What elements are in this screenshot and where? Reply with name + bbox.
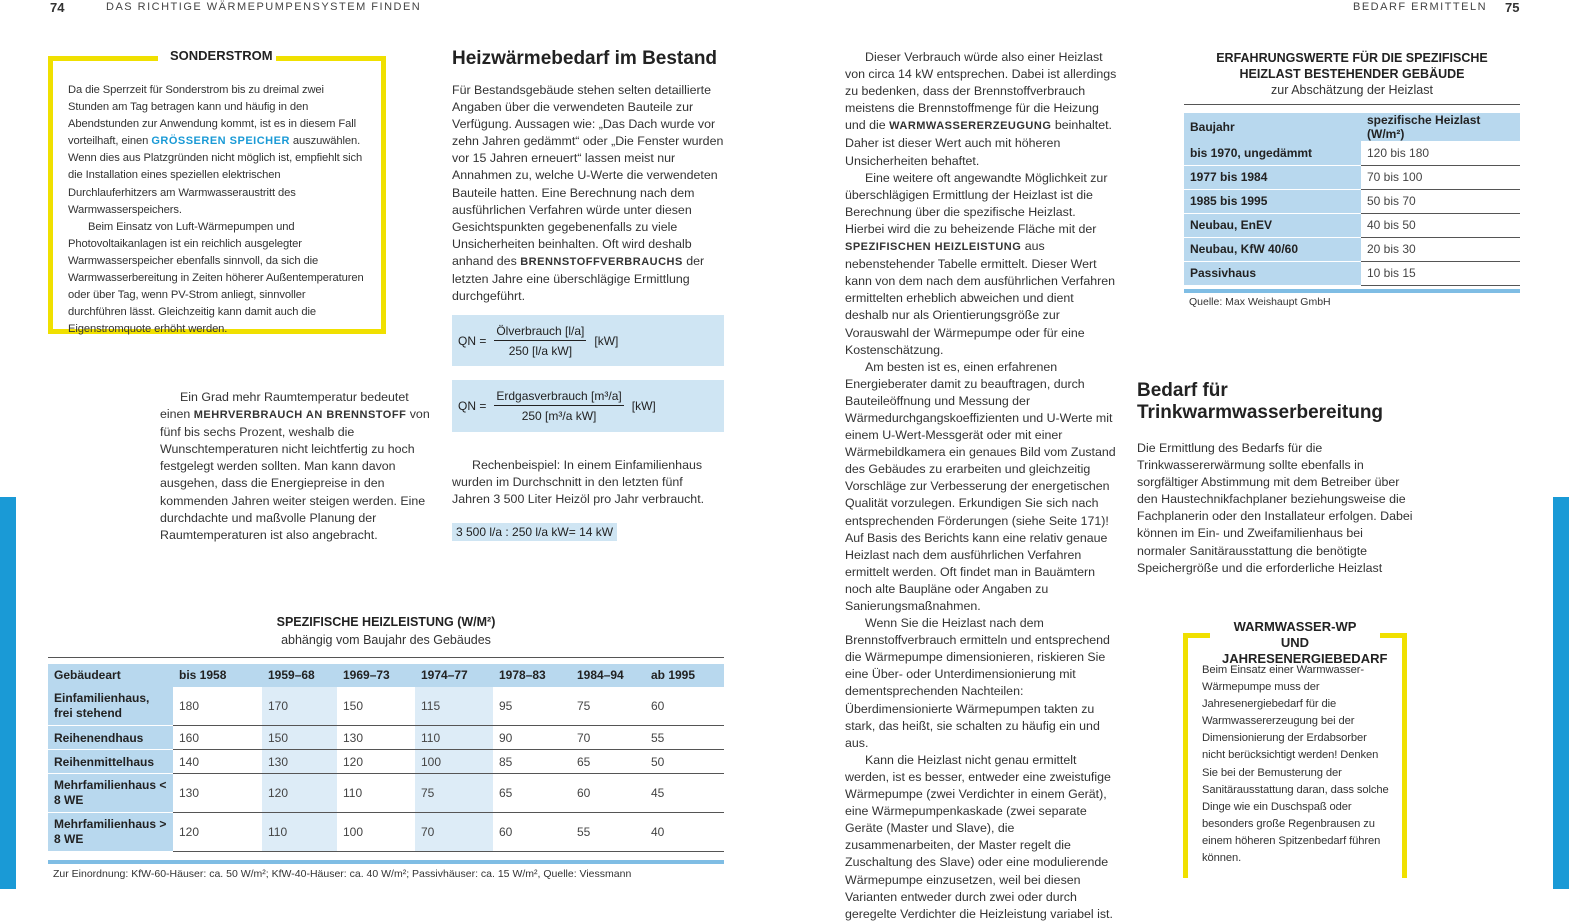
heat-cell: 150: [262, 726, 337, 750]
heat-table-header-cell: 1969–73: [337, 663, 415, 687]
heat-table-header-cell: 1984–94: [571, 663, 645, 687]
keyword-groesserer-speicher: GRÖSSEREN SPEICHER: [151, 135, 290, 148]
formula-gas-denominator: 250 [m³/a kW]: [521, 409, 597, 423]
heat-cell: 120: [337, 750, 415, 774]
page-number-left: 74: [50, 0, 65, 15]
formula-gas-lhs: QN =: [458, 399, 487, 413]
keyword-brennstoffverbrauch: BRENNSTOFFVERBRAUCHS: [520, 255, 683, 268]
table-row: [1184, 261, 1520, 285]
sonderstrom-text: Da die Sperrzeit für Sonderstrom bis zu dreimal zwei Stunden am Tag betragen kann und häufig in den Abendstunden zur Anwendung kommt, ist es in diesem Fall vorteilhaft, einen GRÖSSEREN SPEICHER auszuwählen. Wenn dies aus Platzgründen nicht möglich ist, empfiehlt sich die Installation eines speziellen elektrischen Durchlauferhitzers am Warmwasseraustritt des Warmwasserspeichers. Beim Einsatz von Luft-Wärmepumpen und Photovoltaikanlagen ist ein reichlich ausgelegter Warmwasserspeicher ebenfalls sinnvoll, da sich die Warmwasserbereitung in Zeiten höherer Außentemperaturen oder über Tag, wenn PV-Strom anliegt, sinnvoller durchführen lässt. Gleichzeitig kann damit auch die Eigenstromquote erhöht werden.: [68, 84, 364, 336]
heat-cell: 180: [173, 687, 262, 726]
heat-table-header-cell: 1959–68: [262, 663, 337, 687]
formula-oil-denominator: 250 [l/a kW]: [508, 343, 573, 358]
running-head-left: DAS RICHTIGE WÄRMEPUMPENSYSTEM FINDEN: [106, 1, 422, 13]
formula-gas-unit: [kW]: [631, 399, 656, 413]
sw-row-label: 1985 bis 1995: [1184, 189, 1361, 213]
heat-cell: 55: [645, 726, 724, 750]
sw-cell: 70 bis 100: [1361, 165, 1520, 189]
sw-cell: 20 bis 30: [1361, 237, 1520, 261]
heat-cell: 85: [493, 750, 571, 774]
heat-table-header-cell: 1974–77: [415, 663, 493, 687]
heat-table-header-cell: Gebäudeart: [48, 663, 173, 687]
heat-cell: 130: [262, 750, 337, 774]
page-number-right: 75: [1505, 0, 1520, 15]
sw-table: [1184, 113, 1520, 286]
heat-cell: 65: [571, 750, 645, 774]
heat-cell: 70: [415, 813, 493, 852]
sw-table-header-cell: Baujahr: [1184, 113, 1361, 141]
keyword-warmwassererzeugung: WARMWASSERERZEUGUNG: [889, 120, 1052, 133]
heat-cell: 60: [571, 774, 645, 813]
heading-trinkwarmwasser: Bedarf für Trinkwarmwasserbereitung: [1137, 380, 1384, 423]
heat-cell: 50: [645, 750, 724, 774]
heat-table-bottombar: [48, 860, 724, 864]
sw-cell: 40 bis 50: [1361, 213, 1520, 237]
rechenbeispiel: Rechenbeispiel: In einem Einfamilienhaus wurden im Durchschnitt in den letzten fünf Jahren 3 500 Liter Heizöl pro Jahr verbraucht.: [452, 458, 705, 507]
heat-table-footnote: Zur Einordnung: KfW-60-Häuser: ca. 50 W/m²; KfW-40-Häuser: ca. 40 W/m²; Passivhäuser: ca. 15 W/m², Quelle: Viessmann: [53, 868, 632, 880]
heat-cell: 140: [173, 750, 262, 774]
heat-cell: 40: [645, 813, 724, 852]
heat-cell: 70: [571, 726, 645, 750]
heat-table-header-row: [48, 663, 724, 687]
heat-cell: 100: [415, 750, 493, 774]
sw-cell: 120 bis 180: [1361, 141, 1520, 165]
left-edge-bar: [0, 497, 16, 889]
heat-cell: 75: [571, 687, 645, 726]
table-row: [48, 813, 724, 852]
wwwp-text: Beim Einsatz einer Warmwasser-Wärmepumpe muss der Jahresenergiebedarf für die Warmwassererzeugung bei der Dimensionierung der Erdabsorber nicht berücksichtigt werden! Denken Sie bei der Bemusterung der Sanitärausstattung daran, dass solche Dinge wie ein Duschspaß oder besonders große Regenbrausen zu einem höheren Spitzenbedarf führen können.: [1202, 664, 1389, 865]
heat-row-label: Mehrfamilienhaus < 8 WE: [48, 774, 173, 813]
heading-heizwaermebedarf: Heizwärmebedarf im Bestand: [452, 48, 718, 69]
heat-cell: 100: [337, 813, 415, 852]
sw-table-header-row: [1184, 113, 1520, 141]
heat-table-title: SPEZIFISCHE HEIZLEISTUNG (W/M²): [276, 615, 496, 629]
sw-table-header-cell: spezifische Heizlast (W/m²): [1361, 113, 1520, 141]
heat-table-subtitle: abhängig vom Baujahr des Gebäudes: [281, 633, 491, 647]
heat-cell: 120: [173, 813, 262, 852]
sw-table-source: Quelle: Max Weishaupt GmbH: [1189, 296, 1331, 308]
table-row: [1184, 237, 1520, 261]
formula-oil: [452, 315, 724, 366]
sonderstrom-title: SONDERSTROM: [158, 48, 276, 64]
heat-cell: 90: [493, 726, 571, 750]
sw-table-title: ERFAHRUNGSWERTE FÜR DIE SPEZIFISCHE HEIZLAST BESTEHENDER GEBÄUDE: [1216, 51, 1488, 81]
heat-cell: 60: [645, 687, 724, 726]
heat-cell: 130: [173, 774, 262, 813]
heat-cell: 75: [415, 774, 493, 813]
keyword-spezifische-heizleistung: SPEZIFISCHEN HEIZLEISTUNG: [845, 241, 1022, 254]
sw-cell: 50 bis 70: [1361, 189, 1520, 213]
heat-row-label: Reihenmittelhaus: [48, 750, 173, 774]
rechenbeispiel-result: 3 500 l/a : 250 l/a kW= 14 kW: [452, 523, 617, 541]
heat-cell: 45: [645, 774, 724, 813]
table-row: [48, 687, 724, 726]
table-row: [48, 726, 724, 750]
sw-cell: 10 bis 15: [1361, 261, 1520, 285]
table-row: [1184, 141, 1520, 165]
running-head-right: BEDARF ERMITTELN: [1353, 1, 1488, 13]
formula-oil-lhs: QN =: [458, 333, 487, 348]
keyword-mehrverbrauch: MEHRVERBRAUCH AN BRENNSTOFF: [193, 409, 407, 422]
heizwaerme-text: Für Bestandsgebäude stehen selten detaillierte Angaben über die verwendeten Bauteile zur Verfügung. Aussagen wie: „Das Dach wurde vor zehn Jahren gedämmt“ oder „Die Fenster wurden vor 15 Jahren erneuert“ lassen meist nur Annahmen zu, welche U-Werte die verwendeten Bauteile hatten. Eine Berechnung nach dem ausführlichen Verfahren würde unter diesen Gesichtspunkten gegebenenfalls zu viele Unsicherheiten beinhalten. Oft wird deshalb anhand des BRENNSTOFFVERBRAUCHS der letzten Jahre eine überschlägige Ermittlung durchgeführt.: [452, 83, 724, 304]
heat-cell: 110: [262, 813, 337, 852]
table-row: [1184, 165, 1520, 189]
wwwp-title: WARMWASSER-WP UND JAHRESENERGIEBEDARF: [1210, 619, 1380, 667]
table-row: [1184, 189, 1520, 213]
heat-cell: 60: [493, 813, 571, 852]
sw-table-subtitle: zur Abschätzung der Heizlast: [1271, 83, 1433, 97]
heat-cell: 120: [262, 774, 337, 813]
heat-table-header-cell: 1978–83: [493, 663, 571, 687]
heat-row-label: Einfamilienhaus, frei stehend: [48, 687, 173, 726]
heat-row-label: Mehrfamilienhaus > 8 WE: [48, 813, 173, 852]
table-row: [48, 774, 724, 813]
formula-gas-numerator: Erdgasverbrauch [m³/a]: [494, 389, 623, 406]
mid-column-text: Dieser Verbrauch würde also einer Heizlast von circa 14 kW entsprechen. Dabei ist allerdings zu bedenken, dass der Brennstoffverbrauch meistens die Brennstoffmenge für die Heizung und die WARMWASSERERZEUGUNG beinhaltet. Daher ist dieser Wert auch mit höheren Unsicherheiten behaftet. Eine weitere oft angewandte Möglichkeit zur überschlägigen Ermittlung der Heizlast ist die Berechnung über die spezifische Heizlast. Hierbei wird die zu beheizende Fläche mit der SPEZIFISCHEN HEIZLEISTUNG aus nebenstehender Tabelle ermittelt. Dieser Wert kann von dem nach dem ausführlichen Verfahren ermittelten erheblich abweichen und dient deshalb nur als Orientierungsgröße zur Vorauswahl der Wärmepumpe oder für eine Kostenschätzung. Am besten ist es, einen erfahrenen Energieberater damit zu beauftragen, durch Bauteileöffnung und Messung der Wärmedurchgangskoeffizienten und U-Werte mit einem U-Wert-Messgerät oder mit einer Wärmebildkamera ein genaues Bild vom Zustand des Gebäudes zu erarbeiten und gleichzeitig Vorschläge zur Verbesserung der energetischen Qualität vorzulegen. Erkundigen Sie sich nach entsprechenden Förderungen (siehe Seite 171)! Auf Basis des Berichts kann eine relativ genaue Heizlast nach dem ausführlichen Verfahren ermittelt werden. Oft findet man in Bauämtern noch alte Baupläne oder Angaben zu Sanierungsmaßnahmen. Wenn Sie die Heizlast nach dem Brennstoffverbrauch ermitteln und entsprechend die Wärmepumpe dimensionieren, riskieren Sie eine Über- oder Unterdimensionierung mit dementsprechenden Nachteilen: Überdimensionierte Wärmepumpen takten zu stark, das heißt, sie schalten zu häufig ein und aus. Kann die Heizlast nicht genau ermittelt werden, ist es besser, entweder eine zweistufige Wärmepumpe (zwei Verdichter in einem Gerät), eine Wärmepumpenkaskade (zwei separate Geräte (Master und Slave), die zusammenarbeiten, der Master regelt die Zuschaltung des Slave) oder eine modulierende Wärmepumpe einzusetzen, weil bei diesen Varianten entweder durch zwei oder durch geregelte Verdichter die Heizleistung variabel ist.: [845, 50, 1117, 921]
heat-cell: 95: [493, 687, 571, 726]
formula-oil-numerator: Ölverbrauch [l/a]: [494, 324, 586, 341]
sw-row-label: Neubau, KfW 40/60: [1184, 237, 1361, 261]
heat-cell: 150: [337, 687, 415, 726]
heat-row-label: Reihenendhaus: [48, 726, 173, 750]
right-edge-bar: [1553, 497, 1569, 889]
sw-row-label: Passivhaus: [1184, 261, 1361, 285]
heat-cell: 170: [262, 687, 337, 726]
heat-table-header-cell: ab 1995: [645, 663, 724, 687]
heat-cell: 65: [493, 774, 571, 813]
heat-cell: 55: [571, 813, 645, 852]
raumtemp-paragraph: Ein Grad mehr Raumtemperatur bedeutet einen MEHRVERBRAUCH AN BRENNSTOFF von fünf bis sechs Prozent, weshalb die Wunschtemperaturen nicht leichtfertig zu hoch festgelegt werden sollten. Man kann davon ausgehen, dass die Energiepreise in den kommenden Jahren weiter steigen werden. Eine durchdachte und maßvolle Planung der Raumtemperaturen ist also angebracht.: [160, 390, 430, 542]
heat-table-header-cell: bis 1958: [173, 663, 262, 687]
trinkwasser-text: Die Ermittlung des Bedarfs für die Trinkwassererwärmung sollte ebenfalls in sorgfältiger Abstimmung mit dem Betreiber über den Haustechnikfachplaner beziehungsweise die Fachplanerin oder den Installateur erfolgen. Dabei können im Ein- und Zweifamilienhaus bei normaler Sanitärausstattung die benötigte Speichergröße und die erforderliche Heizlast: [1137, 441, 1413, 575]
sw-row-label: bis 1970, ungedämmt: [1184, 141, 1361, 165]
heat-cell: 130: [337, 726, 415, 750]
table-row: [1184, 213, 1520, 237]
sw-row-label: 1977 bis 1984: [1184, 165, 1361, 189]
formula-gas: [452, 380, 724, 432]
heat-cell: 160: [173, 726, 262, 750]
heat-cell: 110: [337, 774, 415, 813]
heat-table-topline: [48, 657, 724, 658]
sw-table-bottombar: [1184, 289, 1520, 293]
heat-cell: 110: [415, 726, 493, 750]
sw-row-label: Neubau, EnEV: [1184, 213, 1361, 237]
formula-oil-unit: [kW]: [594, 333, 619, 348]
heat-table: [48, 661, 724, 852]
heat-cell: 115: [415, 687, 493, 726]
sw-table-topline: [1184, 104, 1520, 105]
table-row: [48, 750, 724, 774]
